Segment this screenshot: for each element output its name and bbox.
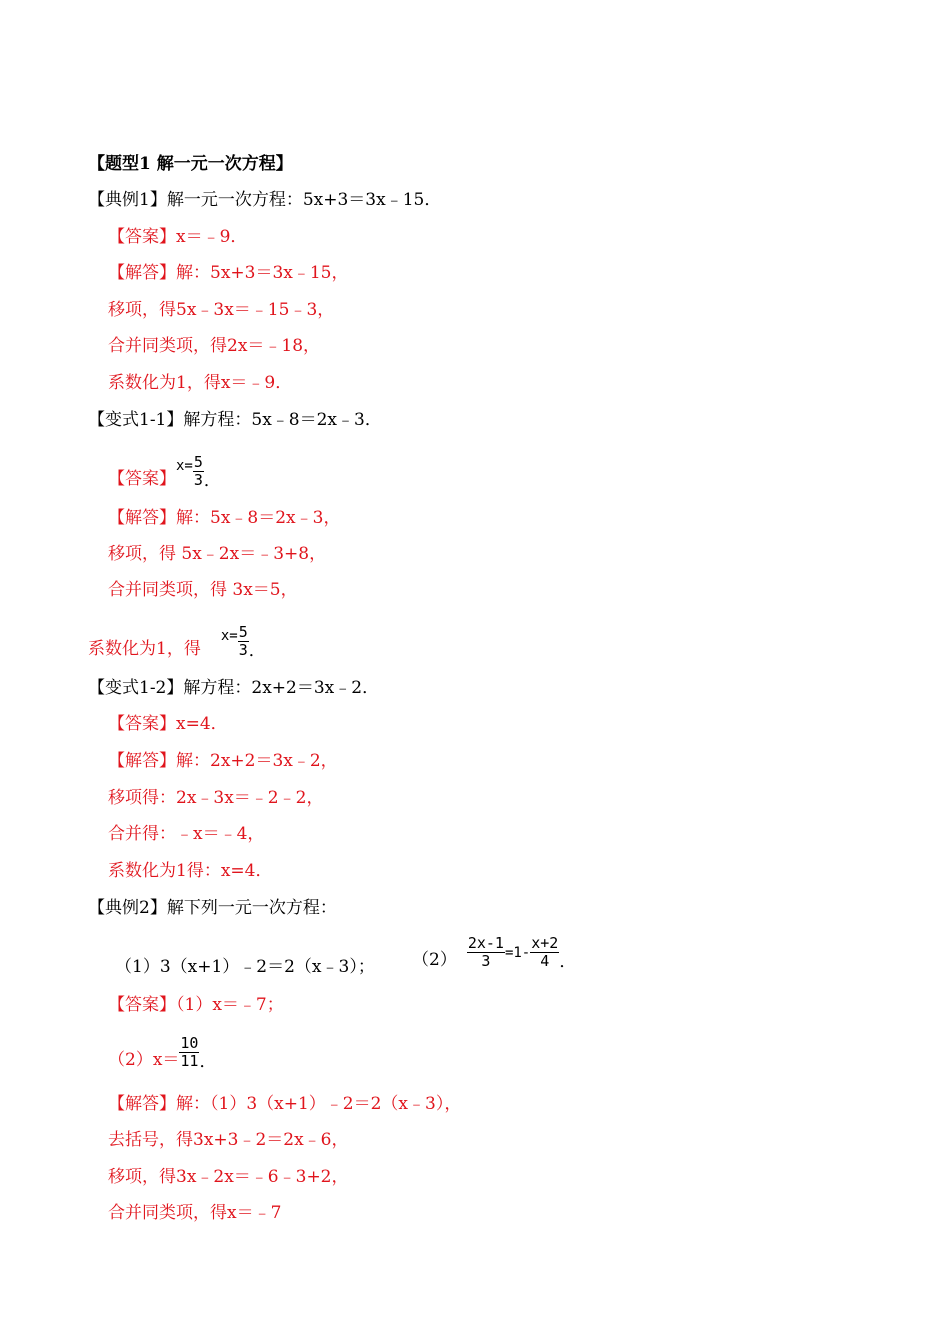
answer-1: （1）x＝﹣7； — [176, 995, 284, 1015]
example-1-answer — [108, 225, 247, 249]
example-1-solution-step: 系数化为1，得x＝﹣9． — [108, 373, 293, 393]
variant-1-2-solution-step — [108, 749, 338, 773]
answer-text: x＝﹣9． — [176, 227, 248, 247]
fraction-denominator: 4 — [540, 952, 550, 970]
fraction-numerator: 2x-1 — [467, 934, 504, 952]
example-2-solution-step: 去括号，得3x+3﹣2＝2x﹣6， — [108, 1130, 349, 1150]
variant-1-1-answer — [108, 446, 221, 501]
step-text: 解：（1）3（x+1）﹣2＝2（x﹣3）， — [176, 1094, 462, 1114]
prompt-label: 【变式1-1】 — [88, 410, 184, 430]
solution-label: 【解答】 — [108, 263, 176, 283]
example-2-prompt — [88, 896, 337, 920]
variant-1-2-solution-step: 合并得：﹣x＝﹣4， — [108, 824, 265, 844]
answer-label: 【答案】 — [108, 714, 176, 734]
prompt-text: 解方程：2x+2＝3x﹣2． — [183, 678, 380, 698]
answer-label: 【答案】 — [108, 227, 176, 247]
answer-label: 【答案】 — [108, 469, 176, 489]
part-2-fraction-2 — [530, 935, 559, 970]
step-text: 解：2x+2＝3x﹣2， — [176, 751, 338, 771]
last-fraction — [238, 624, 249, 659]
prompt-text: 解下列一元一次方程： — [166, 898, 337, 918]
step-text: 解：5x﹣8＝2x﹣3， — [176, 508, 341, 528]
fraction-numerator: 5 — [193, 453, 203, 471]
fraction-numerator: x+2 — [531, 934, 559, 952]
part-2-middle: =1- — [504, 945, 531, 961]
answer-2-end: ． — [199, 1052, 217, 1072]
variant-1-1-solution-step: 移项，得 5x﹣2x＝﹣3+8， — [108, 544, 327, 564]
prompt-text: 解一元一次方程：5x+3＝3x﹣15． — [166, 190, 442, 210]
prompt-label: 【典例1】 — [88, 190, 167, 210]
fraction-denominator: 11 — [180, 1052, 199, 1070]
answer-fraction — [193, 454, 204, 489]
example-2-answer-2 — [108, 1032, 216, 1082]
example-1-prompt — [88, 188, 441, 212]
answer-2-label: （2）x＝ — [108, 1050, 180, 1070]
variant-1-2-answer — [108, 712, 228, 736]
fraction-numerator: 10 — [180, 1034, 199, 1052]
answer-2-fraction — [179, 1035, 199, 1070]
variant-1-1-solution-step — [108, 506, 340, 530]
variant-1-2-prompt — [88, 676, 379, 700]
last-end: ． — [248, 641, 266, 661]
part-2-fraction-1 — [467, 935, 505, 970]
variant-1-2-solution-step: 移项得：2x﹣3x＝﹣2﹣2， — [108, 788, 324, 808]
fraction-numerator: 5 — [238, 623, 248, 641]
last-var: x= — [220, 628, 238, 644]
example-2-solution-step: 合并同类项，得x＝﹣7 — [108, 1203, 282, 1223]
example-2-answer — [108, 993, 284, 1017]
example-2-part-2 — [412, 932, 576, 982]
example-1-solution-step: 合并同类项，得2x＝﹣18， — [108, 336, 321, 356]
variant-1-2-solution-step: 系数化为1得：x=4． — [108, 861, 273, 881]
solution-label: 【解答】 — [108, 508, 176, 528]
fraction-denominator: 3 — [481, 952, 491, 970]
variant-1-1-prompt — [88, 408, 382, 432]
prompt-label: 【典例2】 — [88, 898, 167, 918]
solution-label: 【解答】 — [108, 751, 176, 771]
last-step-text: 系数化为1，得 — [88, 639, 201, 659]
example-2-solution-step: 移项，得3x﹣2x＝﹣6﹣3+2， — [108, 1167, 349, 1187]
answer-var: x= — [176, 458, 193, 474]
example-1-solution-step — [108, 261, 349, 285]
fraction-denominator: 3 — [193, 471, 203, 489]
prompt-label: 【变式1-2】 — [88, 678, 184, 698]
example-2-part-1: （1）3（x+1）﹣2＝2（x﹣3）； — [115, 957, 375, 977]
prompt-text: 解方程：5x﹣8＝2x﹣3． — [183, 410, 382, 430]
example-1-solution-step: 移项，得5x﹣3x＝﹣15﹣3， — [108, 300, 335, 320]
variant-1-1-last-step — [88, 616, 266, 671]
part-2-end: ． — [559, 952, 577, 972]
part-2-label: （2） — [412, 950, 457, 970]
section-title: 【题型1 解一元一次方程】 — [88, 154, 293, 174]
example-2-solution-step — [108, 1092, 461, 1116]
step-text: 解：5x+3＝3x﹣15， — [176, 263, 349, 283]
fraction-denominator: 3 — [238, 641, 248, 659]
solution-label: 【解答】 — [108, 1094, 176, 1114]
variant-1-1-solution-step: 合并同类项，得 3x＝5， — [108, 580, 298, 600]
answer-end: ． — [203, 471, 221, 491]
answer-label: 【答案】 — [108, 995, 176, 1015]
answer-text: x=4． — [176, 714, 228, 734]
